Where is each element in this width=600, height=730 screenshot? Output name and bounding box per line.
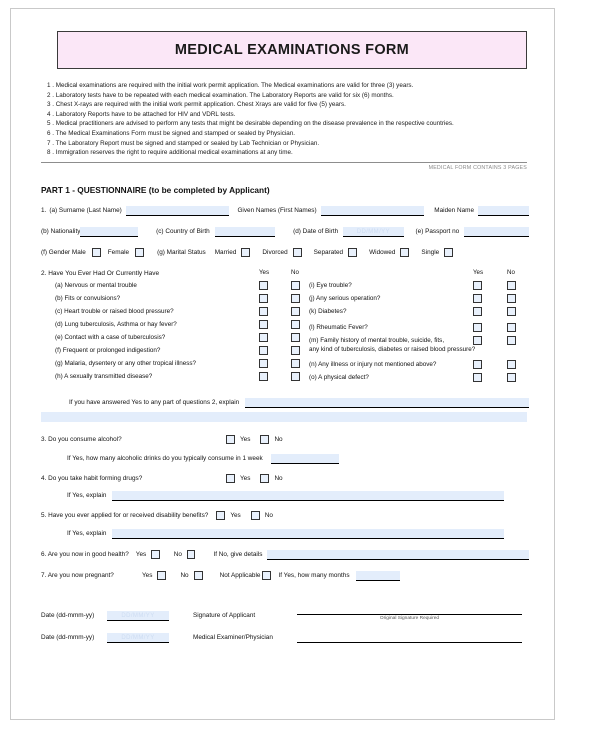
question5-followup-label: If Yes, explain bbox=[67, 529, 107, 537]
part-heading: PART 1 - QUESTIONNAIRE (to be completed by Applicant) bbox=[41, 184, 270, 195]
question2-explain-row bbox=[41, 398, 529, 422]
marital-option-checkbox[interactable] bbox=[293, 248, 302, 257]
surname-input[interactable] bbox=[126, 206, 230, 216]
question2-yes-checkbox[interactable] bbox=[473, 360, 482, 369]
question2-no-checkbox[interactable] bbox=[507, 307, 516, 316]
question1-number: 1. bbox=[41, 206, 47, 214]
question2-no-checkbox[interactable] bbox=[507, 360, 516, 369]
instruction-item: 5 . Medical practitioners are advised to perform any tests that might be desirable depending on the disease prevalence in the respective countries. bbox=[47, 120, 454, 128]
question3-followup-label: If Yes, how many alcoholic drinks do you typically consume in 1 week bbox=[67, 454, 263, 462]
question2-no-checkbox[interactable] bbox=[291, 359, 300, 368]
question2-explain-extra-line[interactable] bbox=[41, 412, 527, 422]
question2-item-label: (a) Nervous or mental trouble bbox=[55, 281, 137, 289]
question6-no-label: No bbox=[173, 550, 182, 558]
question4-followup-row bbox=[41, 491, 529, 501]
question5-followup-row bbox=[41, 529, 529, 539]
question5-no-label: No bbox=[264, 511, 273, 519]
applicant-signature-label: Signature of Applicant bbox=[193, 611, 256, 619]
marital-option-label: Widowed bbox=[369, 248, 396, 256]
maiden-name-label: Maiden Name bbox=[434, 206, 475, 214]
question2-item-label: (e) Contact with a case of tuberculosis? bbox=[55, 333, 166, 341]
date-of-birth-input[interactable]: DD/MM/YY bbox=[343, 227, 403, 237]
marital-option-label: Separated bbox=[313, 248, 344, 256]
question3-text: 3. Do you consume alcohol? bbox=[41, 435, 122, 443]
question2-explain-label: If you have answered Yes to any part of questions 2, explain bbox=[69, 398, 240, 406]
examiner-signature-input[interactable] bbox=[297, 633, 522, 643]
question2-item-label: (m) Family history of mental trouble, suicide, fits, bbox=[309, 336, 445, 344]
question2-yes-checkbox[interactable] bbox=[259, 372, 268, 381]
question2-no-checkbox[interactable] bbox=[291, 372, 300, 381]
question2-item-label: (d) Lung tuberculosis, Asthma or hay fever? bbox=[55, 320, 177, 328]
question2-right-yes-header: Yes bbox=[473, 268, 484, 276]
question2-yes-checkbox[interactable] bbox=[259, 346, 268, 355]
question2-yes-checkbox[interactable] bbox=[259, 333, 268, 342]
applicant-date-label: Date (dd-mmm-yy) bbox=[41, 611, 95, 619]
question7-followup-input[interactable] bbox=[356, 571, 400, 581]
marital-option-label: Single bbox=[421, 248, 440, 256]
gender-female-label: Female bbox=[107, 248, 130, 256]
question2-no-checkbox[interactable] bbox=[291, 333, 300, 342]
instruction-item: 2 . Laboratory tests have to be repeated with each medical examination. The Laboratory Reports are valid for six (6) months. bbox=[47, 91, 394, 99]
question2-yes-checkbox[interactable] bbox=[259, 359, 268, 368]
question2-left-no-header: No bbox=[291, 268, 299, 276]
question2-yes-checkbox[interactable] bbox=[259, 320, 268, 329]
marital-option-label: Married bbox=[214, 248, 237, 256]
maiden-name-input[interactable] bbox=[478, 206, 529, 216]
question2-no-checkbox[interactable] bbox=[507, 281, 516, 290]
page-title: MEDICAL EXAMINATIONS FORM bbox=[174, 42, 410, 58]
name-row bbox=[41, 206, 529, 216]
gender-marital-row bbox=[41, 248, 529, 258]
question6-followup-input[interactable] bbox=[267, 550, 529, 560]
nationality-row bbox=[41, 227, 529, 237]
marital-option-checkbox[interactable] bbox=[400, 248, 409, 257]
examiner-date-input[interactable]: DD/MM/YY bbox=[107, 633, 169, 643]
question2-no-checkbox[interactable] bbox=[507, 336, 516, 345]
nationality-input[interactable] bbox=[80, 227, 138, 237]
question2-yes-checkbox[interactable] bbox=[259, 294, 268, 303]
question4-no-label: No bbox=[274, 474, 283, 482]
question3-yes-label: Yes bbox=[240, 435, 251, 443]
gender-female-checkbox[interactable] bbox=[135, 248, 144, 257]
date-of-birth-label: (d) Date of Birth bbox=[293, 227, 339, 235]
country-of-birth-label: (c) Country of Birth bbox=[156, 227, 210, 235]
form-title-banner bbox=[57, 31, 527, 69]
applicant-signature-row bbox=[41, 605, 529, 621]
page-count-note: MEDICAL FORM CONTAINS 3 PAGES bbox=[428, 164, 527, 171]
question2-no-checkbox[interactable] bbox=[291, 307, 300, 316]
original-signature-note: Original Signature Required bbox=[379, 615, 440, 621]
question2-no-checkbox[interactable] bbox=[291, 294, 300, 303]
question3-followup-input[interactable] bbox=[271, 454, 339, 464]
question2-yes-checkbox[interactable] bbox=[473, 336, 482, 345]
question2-no-checkbox[interactable] bbox=[507, 294, 516, 303]
question7-not-applicable-checkbox[interactable] bbox=[262, 571, 271, 580]
gender-male-checkbox[interactable] bbox=[92, 248, 101, 257]
question2-item-label: (b) Fits or convulsions? bbox=[55, 294, 121, 302]
question5-text: 5. Have you ever applied for or received disability benefits? bbox=[41, 511, 209, 519]
question5-yes-label: Yes bbox=[230, 511, 241, 519]
question4-no-checkbox[interactable] bbox=[260, 474, 269, 483]
question2-item-label: (g) Malaria, dysentery or any other tropical illness? bbox=[55, 359, 197, 367]
given-names-label: Given Names (First Names) bbox=[237, 206, 317, 214]
instruction-item: 3 . Chest X-rays are required with the initial work permit application. Chest Xrays are valid for five (5) years. bbox=[47, 101, 346, 109]
question2-item-label: (f) Frequent or prolonged indigestion? bbox=[55, 346, 161, 354]
marital-status-options bbox=[206, 248, 453, 258]
instruction-item: 7 . The Laboratory Report must be signed and stamped or sealed by Lab Technician or Physician. bbox=[47, 139, 320, 147]
question3-followup-row bbox=[41, 454, 529, 464]
question6-yes-label: Yes bbox=[135, 550, 147, 558]
question7-text: 7. Are you now pregnant? bbox=[41, 571, 114, 579]
question3-yes-checkbox[interactable] bbox=[226, 435, 235, 444]
question2-item-label: (h) A sexually transmitted disease? bbox=[55, 372, 153, 380]
question4-followup-input[interactable] bbox=[112, 491, 504, 501]
marital-option-checkbox[interactable] bbox=[348, 248, 357, 257]
question2-right-no-header: No bbox=[507, 268, 515, 276]
question7-followup-label: If Yes, how many months bbox=[278, 571, 350, 579]
question2-item-label: (c) Heart trouble or raised blood pressure? bbox=[55, 307, 174, 315]
marital-option-checkbox[interactable] bbox=[241, 248, 250, 257]
question5-row bbox=[41, 511, 529, 521]
question2-item-label: (l) Rheumatic Fever? bbox=[309, 323, 368, 331]
instructions-items bbox=[47, 81, 529, 158]
question2-item-label: (o) A physical defect? bbox=[309, 373, 369, 381]
question5-no-checkbox[interactable] bbox=[251, 511, 260, 520]
marital-option-label: Divorced bbox=[262, 248, 288, 256]
question2-yes-checkbox[interactable] bbox=[473, 323, 482, 332]
examiner-signature-row bbox=[41, 633, 529, 643]
question7-not-applicable-label: Not Applicable bbox=[219, 571, 261, 579]
instructions-list bbox=[47, 81, 529, 158]
question2-no-checkbox[interactable] bbox=[507, 323, 516, 332]
country-of-birth-input[interactable] bbox=[215, 227, 275, 237]
question2-yes-checkbox[interactable] bbox=[259, 307, 268, 316]
question6-followup-label: If No, give details bbox=[213, 550, 263, 558]
applicant-date-input[interactable]: DD/MM/YY bbox=[107, 611, 169, 621]
question2-explain-input[interactable] bbox=[245, 398, 529, 408]
surname-label: (a) Surname (Last Name) bbox=[49, 206, 122, 214]
examiner-date-label: Date (dd-mmm-yy) bbox=[41, 633, 95, 641]
question4-followup-label: If Yes, explain bbox=[67, 491, 107, 499]
question4-yes-checkbox[interactable] bbox=[226, 474, 235, 483]
question4-yes-label: Yes bbox=[240, 474, 251, 482]
question2-left-yes-header: Yes bbox=[259, 268, 270, 276]
question2-no-checkbox[interactable] bbox=[291, 320, 300, 329]
question7-yes-checkbox[interactable] bbox=[157, 571, 166, 580]
instruction-item: 4 . Laboratory Reports have to be attached for HIV and VDRL tests. bbox=[47, 110, 236, 118]
nationality-label: (b) Nationality bbox=[41, 227, 81, 235]
horizontal-divider bbox=[41, 162, 527, 163]
question2-yes-checkbox[interactable] bbox=[259, 281, 268, 290]
instruction-item: 6 . The Medical Examinations Form must be signed and stamped or sealed by Physician. bbox=[47, 129, 296, 137]
form-content bbox=[39, 31, 529, 643]
question6-row bbox=[41, 550, 529, 560]
marital-status-label: (g) Marital Status bbox=[157, 248, 206, 256]
question5-followup-input[interactable] bbox=[112, 529, 504, 539]
question2-no-checkbox[interactable] bbox=[291, 346, 300, 355]
instruction-item: 1 . Medical examinations are required with the initial work permit application. The Medical examinations are valid for three (3) years. bbox=[47, 82, 414, 89]
applicant-signature-input[interactable] bbox=[297, 605, 522, 615]
question2-yes-checkbox[interactable] bbox=[473, 307, 482, 316]
question3-row bbox=[41, 435, 529, 445]
question3-no-checkbox[interactable] bbox=[260, 435, 269, 444]
instruction-item: 8 . Immigration reserves the right to require additional medical examinations at any time. bbox=[47, 149, 293, 157]
question7-yes-label: Yes bbox=[142, 571, 153, 579]
question2-block bbox=[41, 269, 529, 404]
question2-item-label: (i) Eye trouble? bbox=[309, 281, 352, 289]
question2-item-label: (k) Diabetes? bbox=[309, 307, 347, 315]
question7-no-checkbox[interactable] bbox=[194, 571, 203, 580]
question2-item-label: any kind of tuberculosis, diabetes or raised blood pressure? bbox=[309, 345, 476, 353]
passport-label: (e) Passport no bbox=[415, 227, 460, 235]
question2-no-checkbox[interactable] bbox=[507, 373, 516, 382]
form-page bbox=[10, 8, 555, 720]
marital-option-checkbox[interactable] bbox=[444, 248, 453, 257]
gender-label: (f) Gender Male bbox=[41, 248, 86, 256]
question7-no-label: No bbox=[180, 571, 189, 579]
question7-row bbox=[41, 571, 529, 581]
question2-item-label: (j) Any serious operation? bbox=[309, 294, 381, 302]
question2-title: 2. Have You Ever Had Or Currently Have bbox=[41, 269, 160, 277]
question2-item-label: (n) Any illness or injury not mentioned above? bbox=[309, 360, 437, 368]
question6-text: 6. Are you now in good health? bbox=[41, 550, 129, 558]
passport-input[interactable] bbox=[464, 227, 529, 237]
given-names-input[interactable] bbox=[321, 206, 425, 216]
question4-row bbox=[41, 474, 529, 484]
question2-yes-checkbox[interactable] bbox=[473, 373, 482, 382]
question2-yes-checkbox[interactable] bbox=[473, 294, 482, 303]
question6-yes-checkbox[interactable] bbox=[151, 550, 160, 559]
question2-no-checkbox[interactable] bbox=[291, 281, 300, 290]
examiner-label: Medical Examiner/Physician bbox=[193, 633, 273, 641]
question6-no-checkbox[interactable] bbox=[187, 550, 196, 559]
question3-no-label: No bbox=[274, 435, 283, 443]
question5-yes-checkbox[interactable] bbox=[216, 511, 225, 520]
question4-text: 4. Do you take habit forming drugs? bbox=[41, 474, 143, 482]
question2-yes-checkbox[interactable] bbox=[473, 281, 482, 290]
